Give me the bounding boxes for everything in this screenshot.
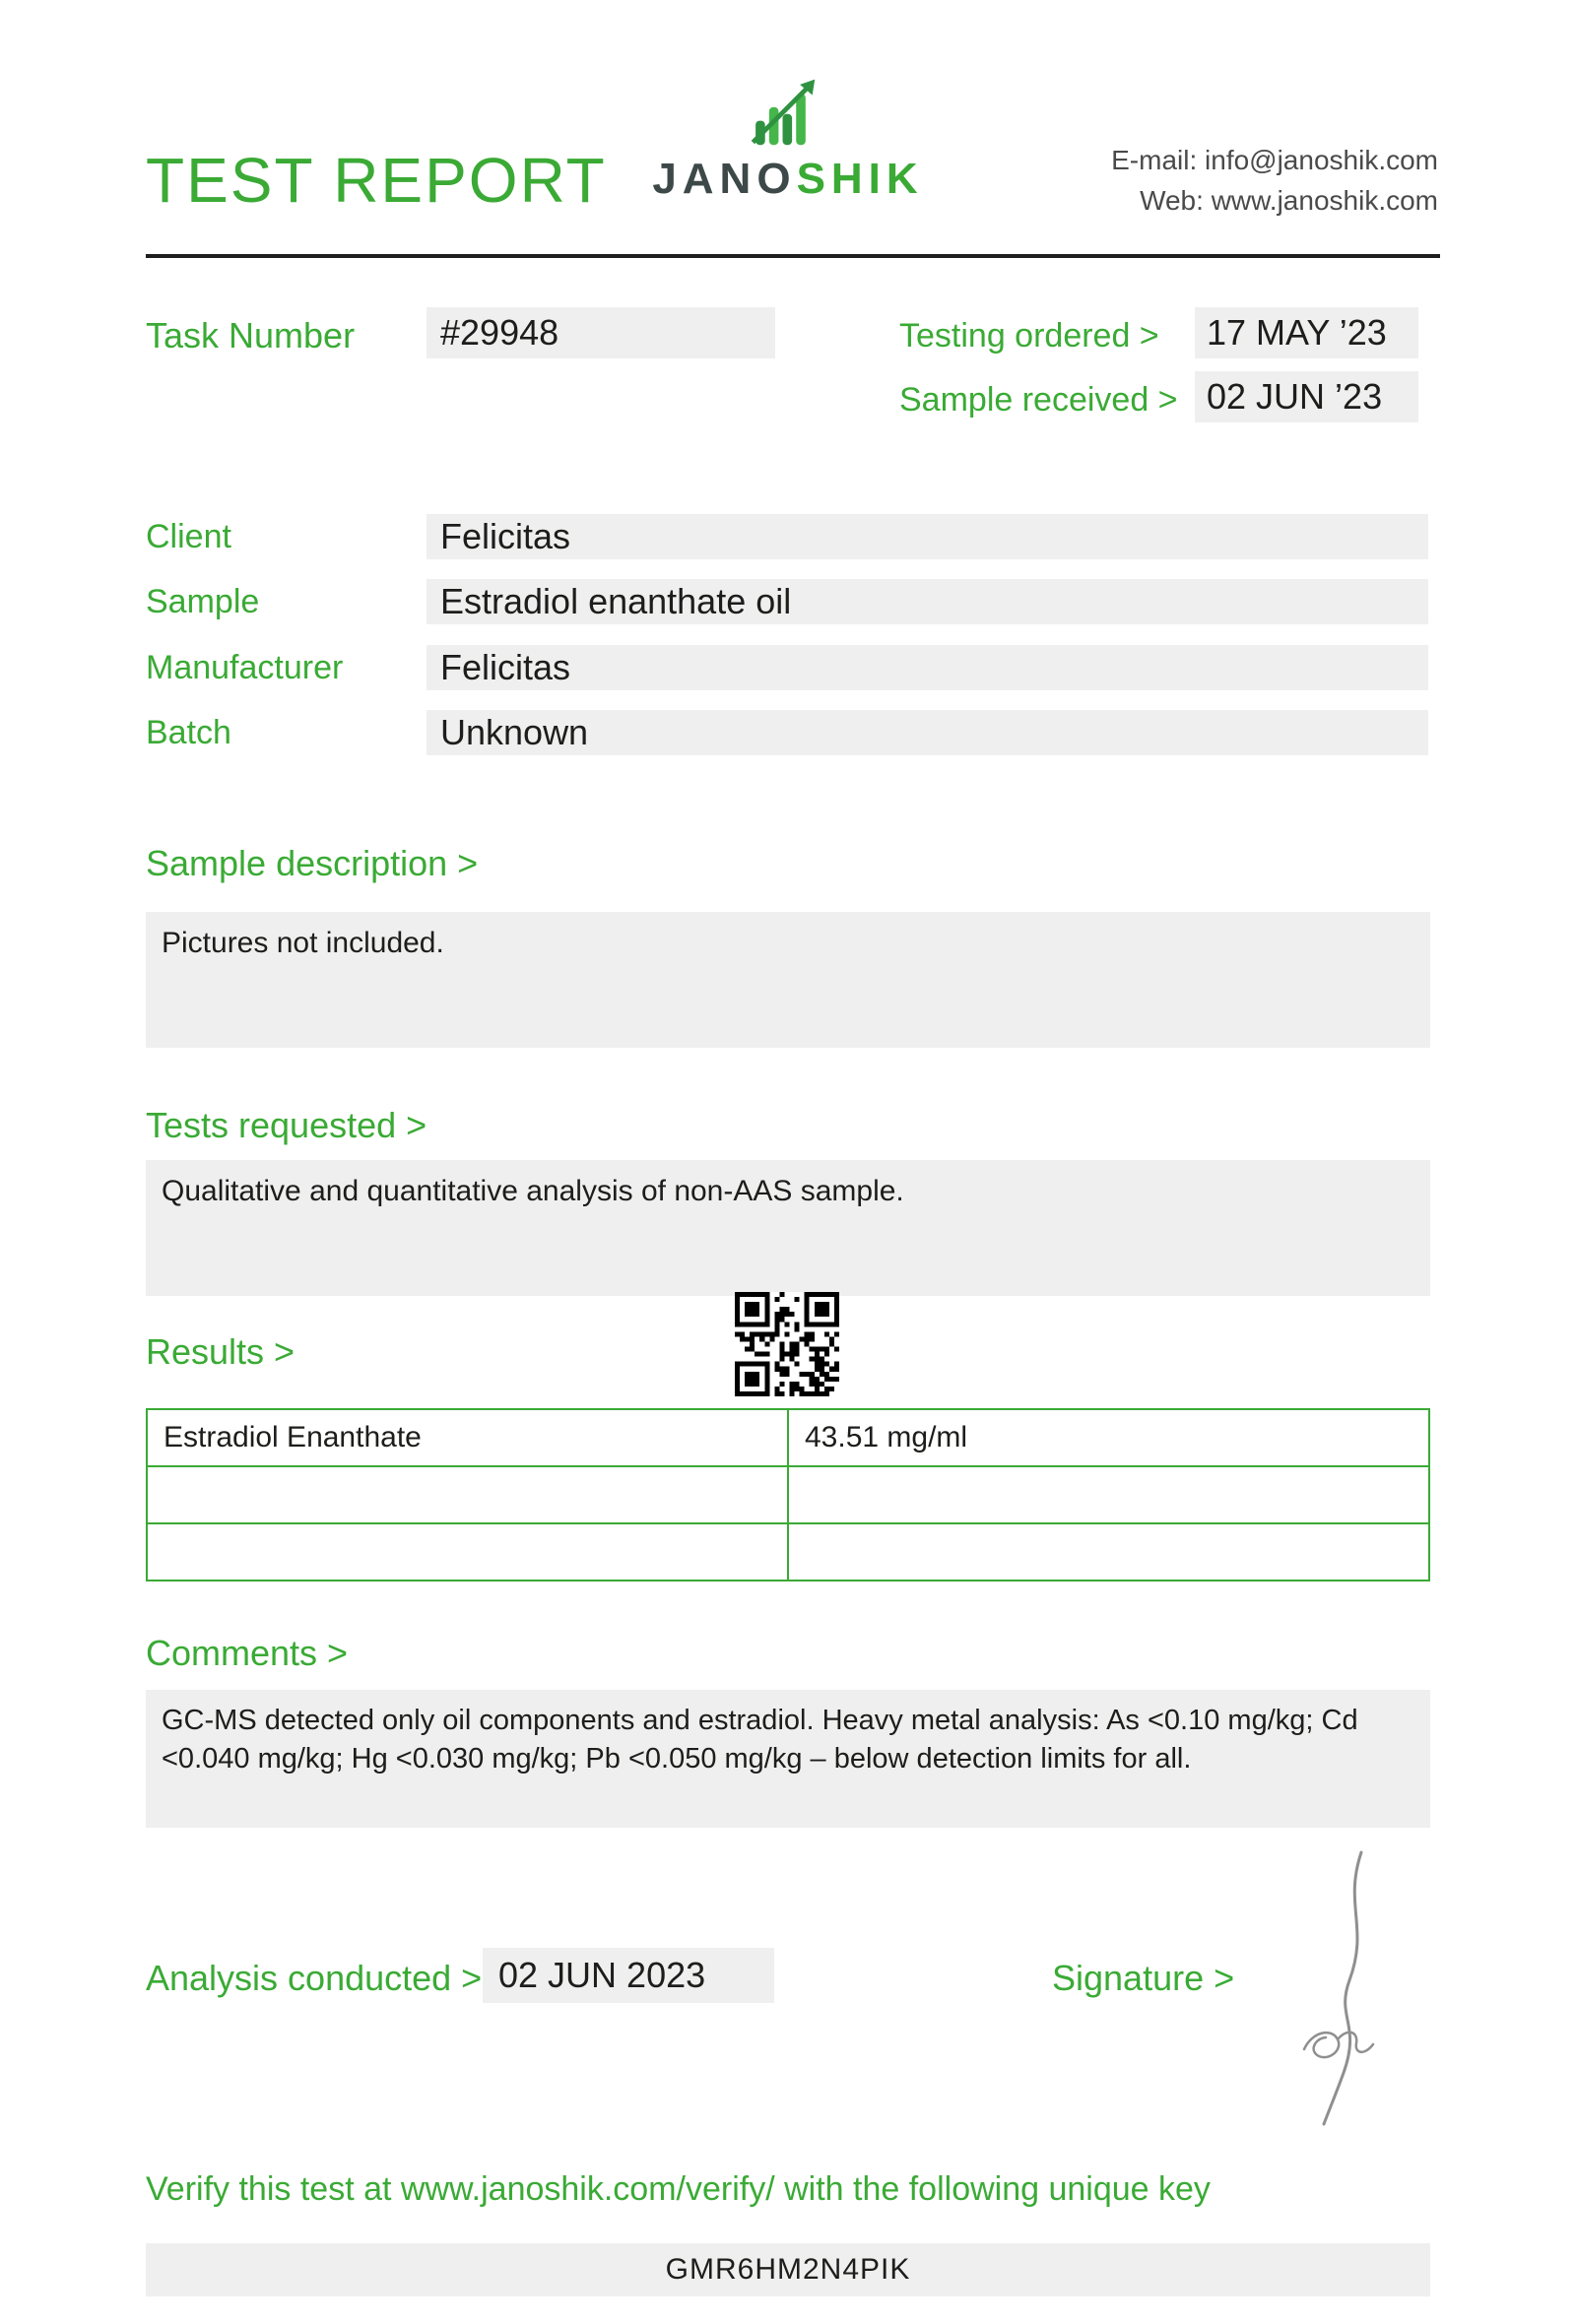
info-row-batch <box>146 710 1430 755</box>
tests-requested-heading: Tests requested > <box>146 1105 427 1145</box>
testing-ordered-date: 17 MAY ’23 <box>1195 307 1418 358</box>
batch-value: Unknown <box>427 710 1428 755</box>
result-analyte: Estradiol Enanthate <box>147 1409 788 1466</box>
logo-chart-icon <box>745 135 831 152</box>
info-row-manufacturer <box>146 645 1430 690</box>
janoshik-logo <box>621 75 955 204</box>
testing-ordered-label: Testing ordered > <box>899 317 1159 355</box>
header-divider <box>146 254 1440 258</box>
signature-label: Signature > <box>1052 1958 1235 1998</box>
manufacturer-value: Felicitas <box>427 645 1428 690</box>
manufacturer-label: Manufacturer <box>146 649 344 686</box>
comments-heading: Comments > <box>146 1633 349 1673</box>
results-row-2 <box>147 1466 1429 1523</box>
sample-info-section <box>146 514 1430 770</box>
client-label: Client <box>146 518 231 555</box>
result-value-empty <box>788 1523 1429 1581</box>
sample-description-heading: Sample description > <box>146 843 479 883</box>
results-heading: Results > <box>146 1331 296 1372</box>
result-analyte-empty <box>147 1466 788 1523</box>
sample-label: Sample <box>146 583 260 620</box>
results-row-1 <box>147 1409 1429 1466</box>
page-title: TEST REPORT <box>146 145 607 216</box>
analysis-conducted-label: Analysis conducted > <box>146 1958 483 1998</box>
sample-description-box: Pictures not included. <box>146 912 1430 1048</box>
sample-received-label: Sample received > <box>899 381 1178 419</box>
verify-text: Verify this test at www.janoshik.com/verify/ with the following unique key <box>146 2170 1211 2208</box>
analysis-conducted-date: 02 JUN 2023 <box>483 1948 774 2003</box>
contact-email: E-mail: info@janoshik.com <box>1111 145 1438 175</box>
signature-image <box>1267 1843 1405 2131</box>
result-analyte-empty <box>147 1523 788 1581</box>
batch-label: Batch <box>146 714 231 751</box>
task-number-label: Task Number <box>146 315 356 355</box>
verify-key: GMR6HM2N4PIK <box>146 2243 1430 2296</box>
client-value: Felicitas <box>427 514 1428 559</box>
qr-code <box>735 1292 839 1396</box>
logo-wordmark <box>621 155 955 204</box>
logo-text-jano: JANO <box>652 155 797 203</box>
results-table <box>146 1408 1430 1582</box>
result-value-empty <box>788 1466 1429 1523</box>
info-row-client <box>146 514 1430 559</box>
task-number-value: #29948 <box>427 307 775 358</box>
results-row-3 <box>147 1523 1429 1581</box>
tests-requested-box: Qualitative and quantitative analysis of non-AAS sample. <box>146 1160 1430 1296</box>
contact-web: Web: www.janoshik.com <box>1140 185 1438 216</box>
comments-box: GC-MS detected only oil components and estradiol. Heavy metal analysis: As <0.10 mg/kg; Cd <0.040 mg/kg; Hg <0.030 mg/kg; Pb <0.050 mg/kg – below detection limits for all. <box>146 1690 1430 1828</box>
contact-block <box>1111 140 1438 221</box>
result-value: 43.51 mg/ml <box>788 1409 1429 1466</box>
info-row-sample <box>146 579 1430 624</box>
task-section <box>146 303 1430 461</box>
sample-value: Estradiol enanthate oil <box>427 579 1428 624</box>
logo-text-shik: SHIK <box>796 155 924 203</box>
sample-received-date: 02 JUN ’23 <box>1195 371 1418 422</box>
